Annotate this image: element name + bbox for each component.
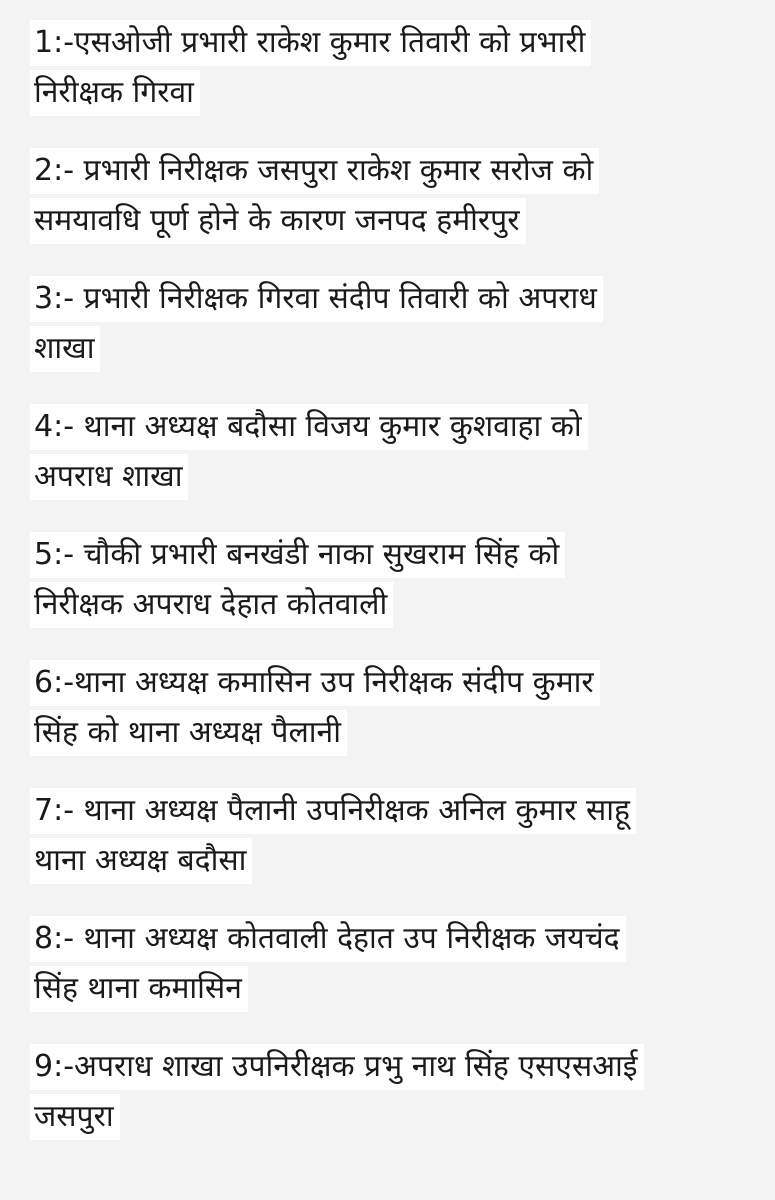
entry-line-2: जसपुरा — [30, 1094, 120, 1140]
entry-line-2: शाखा — [30, 326, 100, 372]
list-item — [30, 148, 735, 248]
entry-line-1: 7:- थाना अध्यक्ष पैलानी उपनिरीक्षक अनिल कुमार साहू — [30, 788, 636, 834]
list-item — [30, 660, 735, 760]
entry-line-1: 8:- थाना अध्यक्ष कोतवाली देहात उप निरीक्षक जयचंद — [30, 916, 626, 962]
entry-line-2: निरीक्षक अपराध देहात कोतवाली — [30, 582, 393, 628]
list-item — [30, 532, 735, 632]
entry-line-2: समयावधि पूर्ण होने के कारण जनपद हमीरपुर — [30, 198, 526, 244]
entry-line-1: 3:- प्रभारी निरीक्षक गिरवा संदीप तिवारी को अपराध — [30, 276, 603, 322]
list-item — [30, 916, 735, 1016]
entry-line-1: 2:- प्रभारी निरीक्षक जसपुरा राकेश कुमार सरोज को — [30, 148, 599, 194]
entry-line-2: अपराध शाखा — [30, 454, 188, 500]
entry-line-2: सिंह थाना कमासिन — [30, 966, 248, 1012]
entry-line-1: 4:- थाना अध्यक्ष बदौसा विजय कुमार कुशवाहा को — [30, 404, 588, 450]
list-item — [30, 20, 735, 120]
list-item — [30, 1044, 735, 1144]
list-item — [30, 276, 735, 376]
list-item — [30, 788, 735, 888]
entry-line-2: निरीक्षक गिरवा — [30, 70, 200, 116]
entry-line-2: सिंह को थाना अध्यक्ष पैलानी — [30, 710, 347, 756]
entry-line-1: 9:-अपराध शाखा उपनिरीक्षक प्रभु नाथ सिंह एसएसआई — [30, 1044, 644, 1090]
entry-line-1: 1:-एसओजी प्रभारी राकेश कुमार तिवारी को प्रभारी — [30, 20, 591, 66]
list-item — [30, 404, 735, 504]
entry-line-1: 6:-थाना अध्यक्ष कमासिन उप निरीक्षक संदीप कुमार — [30, 660, 600, 706]
entry-line-1: 5:- चौकी प्रभारी बनखंडी नाका सुखराम सिंह को — [30, 532, 565, 578]
entry-line-2: थाना अध्यक्ष बदौसा — [30, 838, 252, 884]
